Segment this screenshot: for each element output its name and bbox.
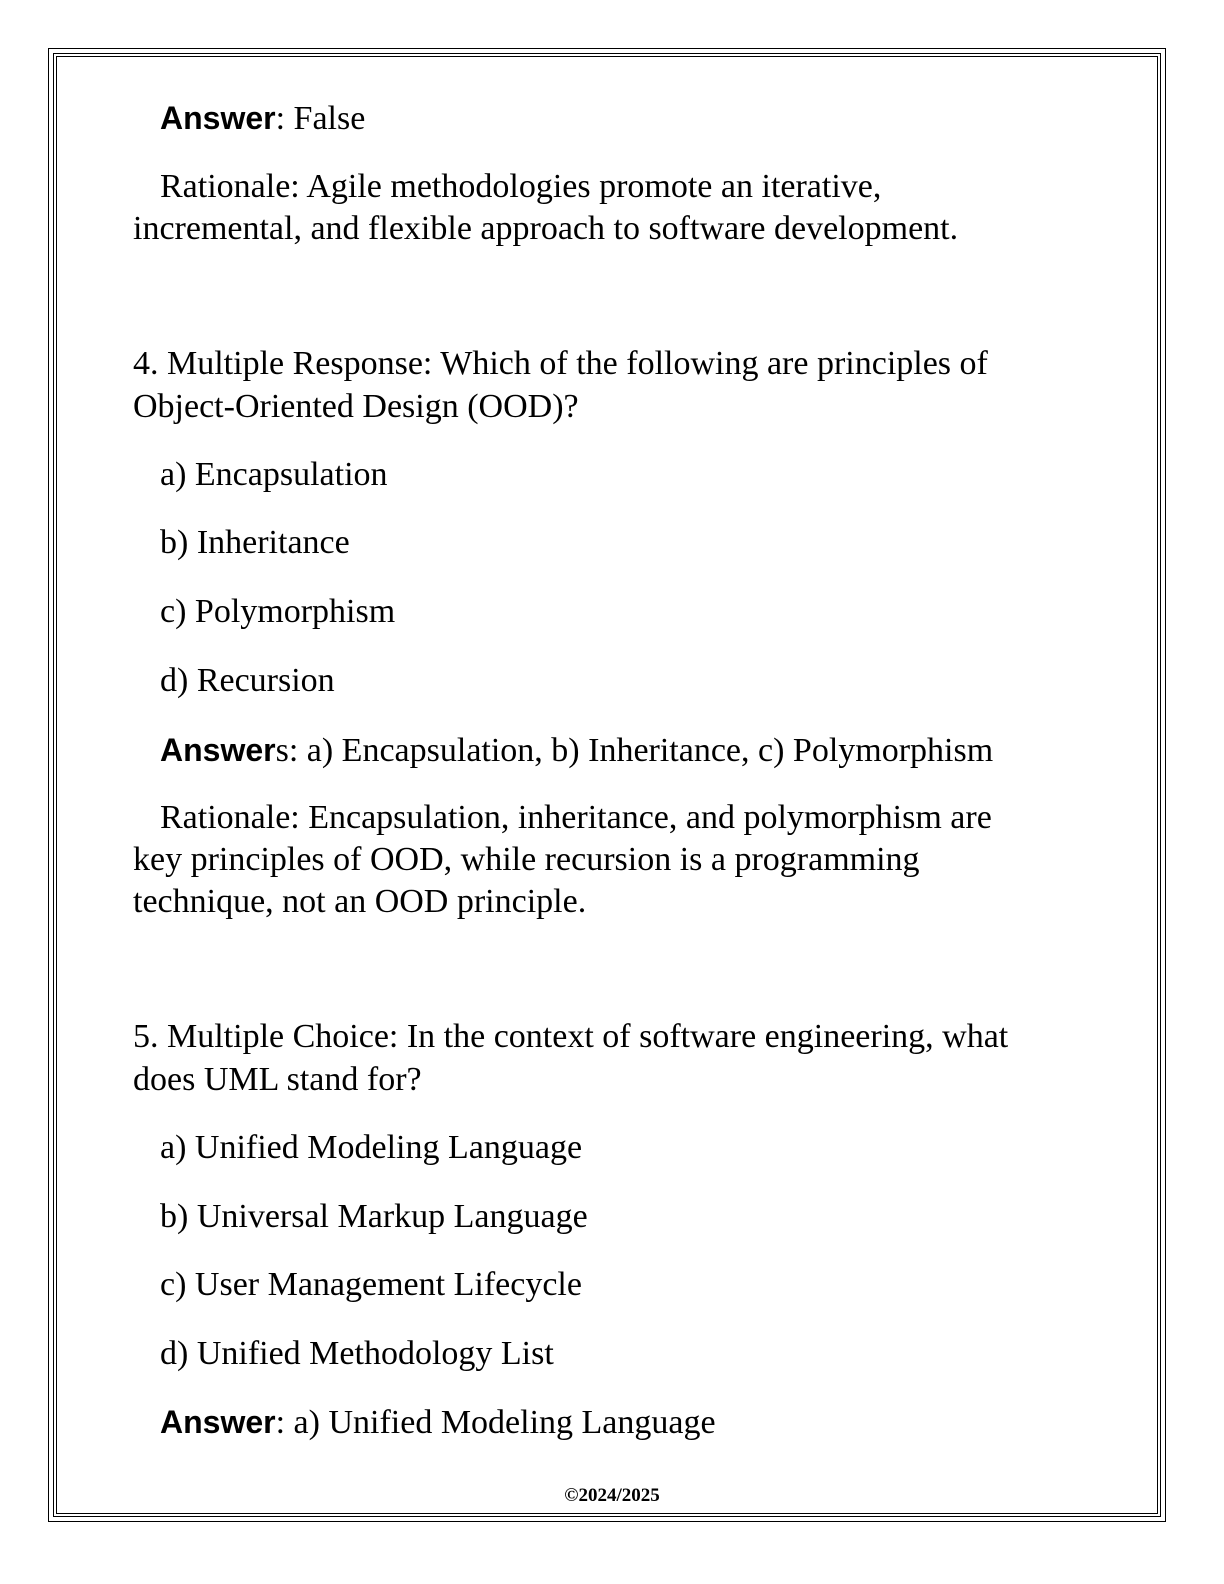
q5-option-b: b) Universal Markup Language (160, 1198, 588, 1235)
answer-label: Answer (160, 100, 276, 136)
q5-answer-line (160, 1401, 716, 1444)
q4-rationale-line-1: Rationale: Encapsulation, inheritance, and polymorphism are (160, 799, 992, 836)
q4-option-a: a) Encapsulation (160, 456, 388, 493)
q4-option-c: c) Polymorphism (160, 593, 396, 630)
q4-option-d: d) Recursion (160, 662, 335, 699)
q5-option-c: c) User Management Lifecycle (160, 1266, 582, 1303)
rationale-prev-line-2: incremental, and flexible approach to software development. (133, 210, 959, 247)
q5-question-line-1: 5. Multiple Choice: In the context of software engineering, what (133, 1018, 1009, 1055)
q5-answer-value: a) Unified Modeling Language (293, 1404, 716, 1441)
q5-answer-label: Answer (160, 1404, 276, 1440)
q4-answer-label: Answer (160, 732, 276, 768)
q4-answer-text: s: a) Encapsulation, b) Inheritance, c) Polymorphism (275, 732, 994, 769)
q4-question-line-1: 4. Multiple Response: Which of the following are principles of (133, 345, 988, 382)
q5-option-a: a) Unified Modeling Language (160, 1129, 583, 1166)
footer-copyright: ©2024/2025 (564, 1485, 660, 1506)
q5-question-line-2: does UML stand for? (133, 1061, 422, 1098)
q4-rationale-line-2: key principles of OOD, while recursion is a programming (133, 841, 920, 878)
q4-option-b: b) Inheritance (160, 524, 350, 561)
q4-rationale-line-3: technique, not an OOD principle. (133, 883, 587, 920)
rationale-prev-line-1: Rationale: Agile methodologies promote an iterative, (160, 168, 882, 205)
answer-value: False (293, 100, 366, 137)
answer-separator: : (275, 100, 294, 137)
q4-answer-line (160, 729, 993, 772)
q5-answer-separator: : (275, 1404, 294, 1441)
q4-question-line-2: Object-Oriented Design (OOD)? (133, 388, 579, 425)
q5-option-d: d) Unified Methodology List (160, 1335, 554, 1372)
answer-false-line (160, 97, 365, 140)
